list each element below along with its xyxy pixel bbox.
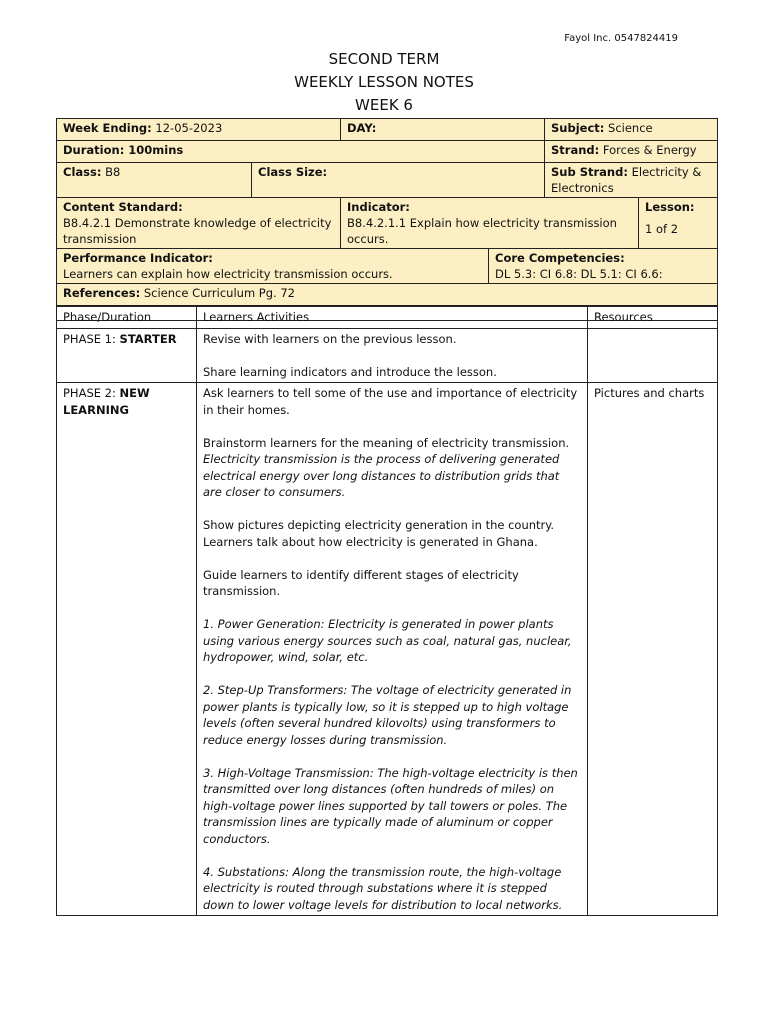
phase1-prefix: PHASE 1: <box>63 331 116 346</box>
indicator-cell <box>341 198 639 249</box>
phase2-prefix: PHASE 2: <box>63 386 116 400</box>
phase1-resources <box>588 328 718 383</box>
class-size-cell <box>252 163 545 198</box>
week-ending-cell <box>57 119 341 141</box>
subject-label: Subject: <box>551 121 605 135</box>
stage-substations: 4. Substations: Along the transmission route, the high-voltage electricity is routed through substations where it is stepped down to lower voltage levels for distribution to local networks. <box>203 864 563 912</box>
phase1-activities <box>197 328 588 383</box>
day-cell <box>341 119 545 141</box>
phase2-para-pictures: Show pictures depicting electricity generation in the country. Learners talk about how electricity is generated in Ghana. <box>203 518 555 549</box>
indicator-value: B8.4.2.1.1 Explain how electricity transmission occurs. <box>347 216 617 246</box>
class-value: B8 <box>105 165 121 179</box>
sub-strand-label: Sub Strand: <box>551 165 628 179</box>
performance-indicator-value: Learners can explain how electricity transmission occurs. <box>63 267 393 281</box>
phase2-activities <box>197 383 588 916</box>
phase2-brainstorm: Brainstorm learners for the meaning of electricity transmission. <box>203 435 570 450</box>
strand-value: Forces & Energy <box>602 143 697 157</box>
subject-value: Science <box>608 121 653 135</box>
notes-title: WEEKLY LESSON NOTES <box>294 73 474 91</box>
references-cell <box>57 284 718 306</box>
lesson-cell <box>639 198 718 249</box>
performance-indicator-label: Performance Indicator: <box>63 251 213 265</box>
phase1-activity-revise: Revise with learners on the previous lesson. <box>203 331 457 346</box>
content-standard-label: Content Standard: <box>63 200 183 214</box>
resources-header: Resources <box>588 307 718 329</box>
phase2-para-meaning <box>203 435 581 501</box>
class-size-label: Class Size: <box>258 165 328 179</box>
stage-step-up-transformers: 2. Step-Up Transformers: The voltage of electricity generated in power plants is typically low, so it is stepped up to high voltage levels (often several hundred kilovolts) using transformers to reduce energy losses during transmission. <box>203 683 572 747</box>
phase1-name: STARTER <box>119 331 177 346</box>
phase2-para-stages: Guide learners to identify different stages of electricity transmission. <box>203 567 519 598</box>
phase2-cell <box>57 383 197 916</box>
phase2-definition: Electricity transmission is the process of delivering generated electrical energy over long distances to distribution grids that are closer to consumers. <box>203 452 560 499</box>
subject-cell <box>545 119 718 141</box>
phase1-cell <box>57 328 197 383</box>
publisher-contact: Fayol Inc. 0547824419 <box>564 33 678 44</box>
sub-strand-cell <box>545 163 718 198</box>
week-ending-label: Week Ending: <box>63 121 152 135</box>
sub-strand-value: Electricity & Electronics <box>551 165 702 195</box>
phase2-para-importance: Ask learners to tell some of the use and importance of electricity in their homes. <box>203 386 578 417</box>
lesson-phases-table <box>56 306 718 916</box>
phase2-resources: Pictures and charts <box>588 383 718 916</box>
stage-high-voltage-transmission: 3. High-Voltage Transmission: The high-voltage electricity is then transmitted over long distances (often hundreds of miles) on high-voltage power lines supported by tall towers or poles. The transmission lines are typically made of aluminum or copper conductors. <box>203 765 578 846</box>
day-label: DAY: <box>347 121 377 135</box>
strand-cell <box>545 141 718 163</box>
duration-cell: Duration: 100mins <box>57 141 545 163</box>
references-value: Science Curriculum Pg. 72 <box>143 286 295 300</box>
phase2-name: NEW LEARNING <box>63 386 150 417</box>
lesson-header-table <box>56 118 718 321</box>
lesson-value: 1 of 2 <box>645 222 679 236</box>
week-ending-value: 12-05-2023 <box>155 121 223 135</box>
content-standard-value: B8.4.2.1 Demonstrate knowledge of electricity transmission <box>63 216 332 246</box>
phase-duration-header: Phase/Duration <box>57 307 197 329</box>
performance-indicator-cell <box>57 249 489 284</box>
class-cell <box>57 163 252 198</box>
references-label: References: <box>63 286 141 300</box>
learners-activities-header: Learners Activities <box>197 307 588 329</box>
strand-label: Strand: <box>551 143 600 157</box>
core-competencies-label: Core Competencies: <box>495 251 625 265</box>
indicator-label: Indicator: <box>347 200 410 214</box>
phase1-activity-share: Share learning indicators and introduce the lesson. <box>203 364 497 379</box>
content-standard-cell <box>57 198 341 249</box>
core-competencies-value: DL 5.3: CI 6.8: DL 5.1: CI 6.6: <box>495 267 663 281</box>
core-competencies-cell <box>489 249 718 284</box>
lesson-label: Lesson: <box>645 200 695 214</box>
class-label: Class: <box>63 165 102 179</box>
stage-power-generation: 1. Power Generation: Electricity is generated in power plants using various energy sources such as coal, natural gas, nuclear, hydropower, wind, solar, etc. <box>203 617 572 664</box>
term-title: SECOND TERM <box>328 50 440 68</box>
week-title: WEEK 6 <box>355 96 413 114</box>
document-title <box>0 48 768 117</box>
